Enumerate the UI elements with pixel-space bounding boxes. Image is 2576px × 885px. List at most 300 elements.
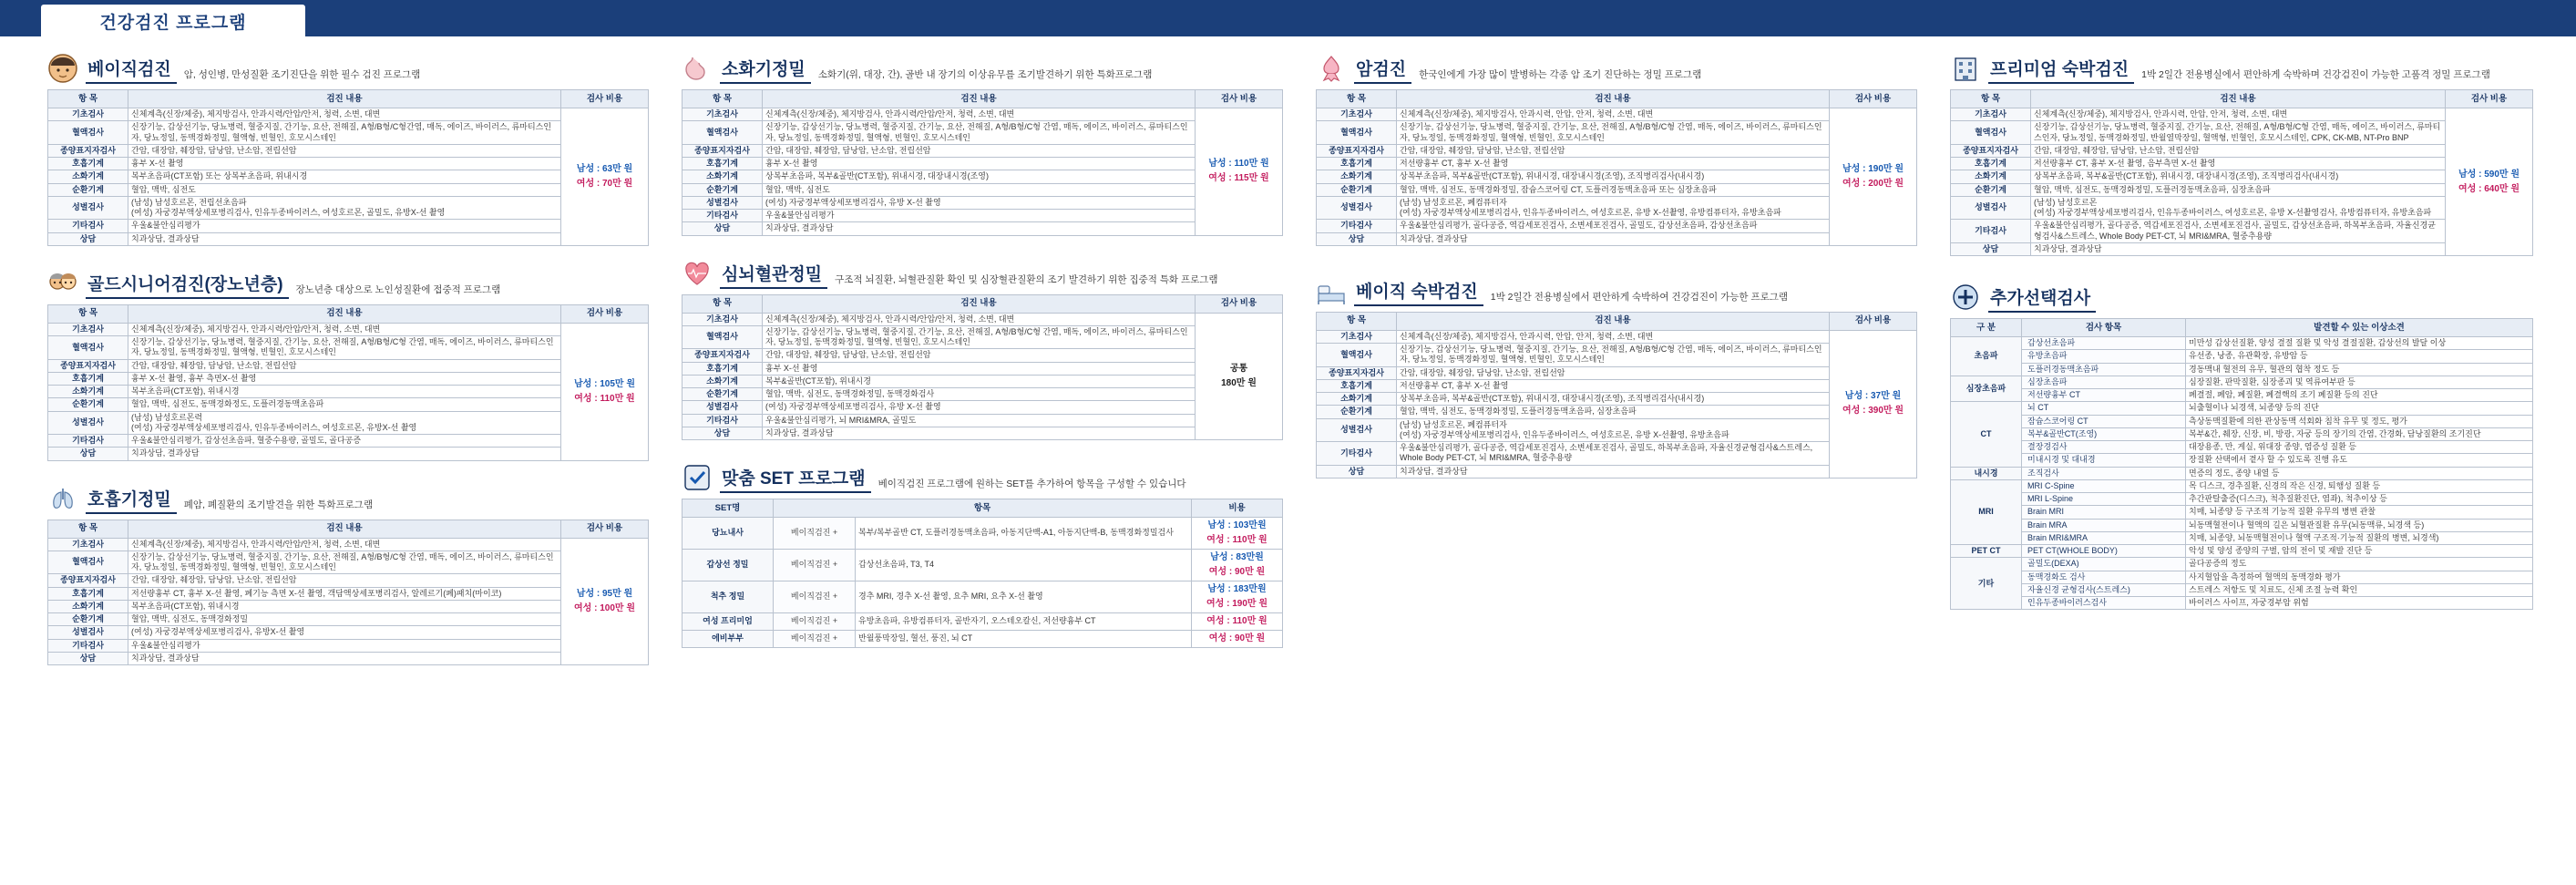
program-table <box>47 89 649 246</box>
exam-findings: 폐결절, 폐암, 폐질환, 폐결핵의 조기 폐질환 등의 진단 <box>2186 389 2533 402</box>
exam-name: 뇌 CT <box>2022 402 2186 415</box>
row-content: 혈압, 맥박, 심전도, 동맥경화정도, 도플러경동맥초음파 <box>128 398 561 411</box>
th-content: 검진 내용 <box>2031 90 2446 108</box>
exam-findings: 심장질환, 판막질환, 심장종괴 및 역류여부판 등 <box>2186 376 2533 388</box>
table-row <box>1951 479 2533 492</box>
table-row <box>1317 158 1917 170</box>
table-row <box>48 196 649 220</box>
section-desc: 폐암, 폐질환의 조기발견을 위한 특화프로그램 <box>183 499 374 510</box>
exam-findings: 면증의 정도, 종양 내열 등 <box>2186 467 2533 479</box>
table-row <box>48 372 649 385</box>
group-label: PET CT <box>1951 545 2022 558</box>
set-name: 척추 정밀 <box>682 581 774 613</box>
table-row <box>1317 393 1917 406</box>
section-title: 베이직검진 <box>86 56 177 84</box>
row-label: 기초검사 <box>1951 108 2031 121</box>
table-row <box>48 336 649 360</box>
tbody <box>48 108 649 246</box>
set-price <box>1192 631 1283 648</box>
table-row <box>48 232 649 245</box>
row-label: 기초검사 <box>1317 108 1397 121</box>
price-line: 남성 : 103만원 <box>1207 520 1267 530</box>
program-table <box>1316 89 1917 246</box>
section-header <box>47 53 649 84</box>
row-label: 호흡기계 <box>48 372 128 385</box>
exam-findings: 목 디스크, 경추질환, 신경의 작은 신경, 퇴행성 질환 등 <box>2186 479 2533 492</box>
row-label: 성별검사 <box>682 401 763 414</box>
exam-name: 잠슘스코어링 CT <box>2022 415 2186 427</box>
exam-findings: 바이러스 사이프, 자궁경부암 위험 <box>2186 597 2533 610</box>
row-label: 상담 <box>48 652 128 664</box>
check-mark-icon <box>682 462 713 493</box>
table-row <box>1951 583 2533 596</box>
row-content: 저선량흉부 CT, 흉부 X-선 촬영 <box>1397 158 1830 170</box>
table-row <box>48 600 649 612</box>
row-content: 신체계측(신장/체중), 체지방검사, 안과시력, 안압, 안저, 청력, 소변, 대변 <box>1397 330 1830 343</box>
exam-name: 미내시경 및 대내경 <box>2022 454 2186 467</box>
row-content: 흉부 X-선 촬영 <box>763 158 1196 170</box>
section-header <box>47 268 649 299</box>
price-cell <box>1196 108 1283 236</box>
table-row <box>1317 108 1917 121</box>
table-row <box>682 170 1283 183</box>
section-extra-checks <box>1950 282 2533 610</box>
row-label: 호흡기계 <box>48 158 128 170</box>
price-line: 남성 : 37만 원 <box>1844 391 1902 402</box>
exam-findings: 경동맥내 혈전의 유무, 혈관의 협착 정도 등 <box>2186 363 2533 376</box>
row-label: 기타검사 <box>1317 220 1397 232</box>
table-row <box>48 158 649 170</box>
section-title: 심뇌혈관정밀 <box>720 261 827 289</box>
th-set-name: SET명 <box>682 499 774 518</box>
row-content: 혈압, 맥박, 심전도, 동맥경화정밀, 동맥경화검사 <box>763 388 1196 401</box>
row-content: 복부&골반(CT포함), 위내시경 <box>763 375 1196 387</box>
table-row <box>48 386 649 398</box>
section-header <box>682 258 1283 289</box>
exam-name: 동맥경화도 검사 <box>2022 571 2186 583</box>
exam-name: MRI L-Spine <box>2022 493 2186 506</box>
exam-name: 결장경검사 <box>2022 441 2186 454</box>
row-content: 상복부초음파, 복부&골반(CT포함), 위내시경, 대장내시경(조영), 조직병리검사(내시경) <box>1397 170 1830 183</box>
exam-name: 도플러경동맥초음파 <box>2022 363 2186 376</box>
table-row <box>682 313 1283 325</box>
table-row <box>682 581 1283 613</box>
row-label: 상담 <box>1317 232 1397 245</box>
set-program-table <box>682 499 1283 648</box>
section-digestive <box>682 53 1283 236</box>
th-cost: 검사 비용 <box>1196 90 1283 108</box>
table-row <box>48 574 649 587</box>
row-content: 간암, 대장암, 췌장암, 담낭암, 난소암, 전립선암 <box>128 144 561 157</box>
table-row <box>682 121 1283 145</box>
row-label: 혈액검사 <box>48 121 128 145</box>
row-content: 신체계측(신장/체중), 체지방검사, 안과시력/안압/안저, 청력, 소변, 대변 <box>763 108 1196 121</box>
row-label: 종양표지자검사 <box>1317 144 1397 157</box>
section-title: 추가선택검사 <box>1988 284 2096 313</box>
row-content: 혈압, 맥박, 심전도, 동맥경화정밀, 도플러경동맥초음파, 심장초음파 <box>2031 183 2446 196</box>
row-content: (남성) 남성호르몬, 폐컴퓨터자 (여성) 자궁경부액상세포병리검사, 인유두종바이러스, 여성호르몬, 유방 X-선촬영, 유방초음파 <box>1397 418 1830 442</box>
table-row <box>48 220 649 232</box>
table-row <box>1951 545 2533 558</box>
table-row <box>48 183 649 196</box>
table-row <box>1951 467 2533 479</box>
set-items: 반월풍막장일, 혈선, 풍진, 뇌 CT <box>856 631 1192 648</box>
exam-findings: 대장용종, 만, 게실, 위대장 종양, 염증성 질환 등 <box>2186 441 2533 454</box>
program-table <box>1950 89 2533 256</box>
row-label: 기초검사 <box>1317 330 1397 343</box>
row-label: 종양표지자검사 <box>1951 144 2031 157</box>
table-row <box>1951 108 2533 121</box>
table-row <box>48 626 649 639</box>
row-content: 신체계측(신장/체중), 체지방검사, 안과시력, 안압, 안저, 청력, 소변, 대변 <box>1397 108 1830 121</box>
table-row <box>1317 330 1917 343</box>
row-content: 신장기능, 갑상선기능, 당뇨병력, 혈중지질, 간기능, 요산, 전해질, A형/B형/C형 간염, 매독, 에이즈, 바이러스, 류마티스인자, 당뇨정일, 동맥경화정밀, 혈액형, 빈혈인, 호모시스테인 <box>763 325 1196 349</box>
row-content: 신장기능, 갑상선기능, 당뇨병력, 혈중지질, 간기능, 요산, 전해질, A형/B형/C형 간염, 매독, 에이즈, 바이러스, 류마티스인자, 당뇨정일, 동맥경화정밀, 혈액형, 빈혈인, 호모시스테인 <box>128 336 561 360</box>
section-header <box>682 462 1283 493</box>
row-label: 종양표지자검사 <box>682 144 763 157</box>
row-content: (여성) 자궁경부액상세포병리검사, 유방 X-선 촬영 <box>763 401 1196 414</box>
table-row <box>1951 337 2533 350</box>
table-row <box>1951 363 2533 376</box>
price-cell <box>1830 330 1917 478</box>
extra-checks-table <box>1950 318 2533 610</box>
section-header <box>682 53 1283 84</box>
table-row <box>48 108 649 121</box>
row-content: 우울&불안심리평가, 골다공증, 역갑세포진검사, 소변세포진검사, 골밀도, 하복부초음파, 자율신경균형검사&스트레스, Whole Body PET-CT, 뇌 MRI&MRA, 혈중추용량 <box>1397 442 1830 466</box>
group-label: 기타 <box>1951 558 2022 610</box>
row-content: 저선량흉부 CT, 흉부 X-선 촬영 <box>1397 379 1830 392</box>
price-line: 공통 <box>1229 363 1248 374</box>
table-row <box>1951 506 2533 519</box>
column-1 <box>47 36 649 665</box>
row-content: 치과상담, 결과상담 <box>763 222 1196 235</box>
row-label: 상담 <box>48 232 128 245</box>
row-label: 소화기계 <box>48 386 128 398</box>
row-label: 성별검사 <box>48 411 128 435</box>
doctor-head-icon <box>47 53 78 84</box>
table-row <box>682 631 1283 648</box>
row-content: 간암, 대장암, 췌장암, 담낭암, 난소암, 전립선암 <box>1397 366 1830 379</box>
set-items: 복부/복부골반 CT, 도플러경동맥초음파, 아동지단백-A1, 아동지단백-B, 동맥경화정밀검사 <box>856 518 1192 550</box>
table-row <box>48 551 649 574</box>
row-label: 기초검사 <box>48 323 128 335</box>
row-content: 간암, 대장암, 췌장암, 담낭암, 난소암, 전립선암 <box>763 349 1196 362</box>
exam-name: 저선량흉부 CT <box>2022 389 2186 402</box>
row-content: 치과상담, 결과상담 <box>128 448 561 460</box>
set-price <box>1192 518 1283 550</box>
section-desc: 소화기(위, 대장, 간), 골반 내 장기의 이상유무를 조기발견하기 위한 특화프로그램 <box>817 69 1153 80</box>
set-price <box>1192 550 1283 581</box>
section-title: 암검진 <box>1354 56 1411 84</box>
price-line: 여성 : 110만 원 <box>1206 535 1267 545</box>
table-row <box>682 196 1283 209</box>
th-cost: 검사 비용 <box>1830 90 1917 108</box>
th-exam: 검사 항목 <box>2022 319 2186 337</box>
section-header <box>47 483 649 514</box>
th-cost: 검사 비용 <box>561 304 649 323</box>
section-desc: 1박 2일간 전용병실에서 편안하게 숙박하며 건강검진이 가능한 고품격 정밀 프로그램 <box>2141 69 2490 80</box>
table-row <box>682 388 1283 401</box>
exam-findings: 복부&간, 췌장, 신장, 비, 방광, 자궁 등의 장기의 간염, 간경화, 담낭질환의 조기진단 <box>2186 427 2533 440</box>
row-label: 순환기계 <box>48 398 128 411</box>
row-content: 신체계측(신장/체중), 체지방검사, 안과시력/안압/안저, 청력, 소변, 대변 <box>128 538 561 551</box>
set-name: 당뇨내사 <box>682 518 774 550</box>
row-content: 흉부 X-선 촬영, 흉부 측면X-선 촬영 <box>128 372 561 385</box>
row-label: 종양표지자검사 <box>48 359 128 372</box>
column-4 <box>1950 36 2533 610</box>
row-content: 상복부초음파, 복부&골반(CT포함), 위내시경, 대장내시경(조영) <box>763 170 1196 183</box>
row-label: 성별검사 <box>1951 196 2031 220</box>
row-label: 호흡기계 <box>1317 158 1397 170</box>
ribbon-icon <box>1316 53 1347 84</box>
row-label: 기초검사 <box>682 108 763 121</box>
row-label: 순환기계 <box>48 613 128 626</box>
exam-name: Brain MRI&MRA <box>2022 531 2186 544</box>
row-content: (남성) 남성호르몬력 (여성) 자궁경부액상세포병리검사, 인유두종바이러스, 여성호르몬, 유방X-선 촬영 <box>128 411 561 435</box>
row-label: 기타검사 <box>48 220 128 232</box>
price-line: 남성 : 63만 원 <box>576 163 633 174</box>
row-content: 우울&불안심리평가 <box>128 639 561 652</box>
table-row <box>1317 196 1917 220</box>
row-label: 호흡기계 <box>682 158 763 170</box>
table-row <box>1951 415 2533 427</box>
row-label: 성별검사 <box>48 626 128 639</box>
table-row <box>48 639 649 652</box>
table-row <box>682 183 1283 196</box>
th-item: 항 목 <box>48 520 128 538</box>
th-content: 검진 내용 <box>128 520 561 538</box>
table-row <box>48 587 649 600</box>
th-item: 항 목 <box>1951 90 2031 108</box>
th-item: 항 목 <box>682 294 763 313</box>
top-bar <box>0 0 2576 36</box>
row-label: 혈액검사 <box>1317 344 1397 367</box>
table-row <box>682 325 1283 349</box>
price-cell <box>2446 108 2533 256</box>
price-line: 여성 : 115만 원 <box>1208 173 1269 184</box>
price-line: 여성 : 90만 원 <box>1208 567 1266 577</box>
section-title: 소화기정밀 <box>720 56 811 84</box>
section-desc: 1박 2일간 전용병실에서 편안하게 숙박하여 건강검진이 가능한 프로그램 <box>1490 291 1789 303</box>
row-content: 상복부초음파, 복부&골반(CT포함), 위내시경, 대장내시경(조영), 조직병리검사(내시경) <box>2031 170 2446 183</box>
row-label: 혈액검사 <box>48 551 128 574</box>
th-cost: 검사 비용 <box>1196 294 1283 313</box>
section-header <box>1316 275 1917 306</box>
price-line: 남성 : 110만 원 <box>1208 159 1269 170</box>
exam-findings: 골다공증의 정도 <box>2186 558 2533 571</box>
row-label: 순환기계 <box>1951 183 2031 196</box>
row-label: 소화기계 <box>1951 170 2031 183</box>
tbody <box>682 108 1283 236</box>
price-line: 남성 : 183만원 <box>1207 584 1267 594</box>
table-row <box>1317 379 1917 392</box>
row-label: 기타검사 <box>1951 220 2031 243</box>
brochure-sheet <box>0 36 2576 885</box>
section-title: 베이직 숙박검진 <box>1354 278 1483 306</box>
row-content: 간암, 대장암, 췌장암, 담낭암, 난소암, 전립선암 <box>1397 144 1830 157</box>
table-row <box>682 108 1283 121</box>
row-label: 혈액검사 <box>48 336 128 360</box>
table-row <box>682 550 1283 581</box>
row-label: 혈액검사 <box>1951 121 2031 145</box>
row-label: 종양표지자검사 <box>48 574 128 587</box>
exam-name: 조직검사 <box>2022 467 2186 479</box>
section-desc: 구조적 뇌질환, 뇌혈관질환 확인 및 심장혈관질환의 조기 발견하기 위한 집중적 특화 프로그램 <box>835 273 1218 285</box>
price-line: 여성 : 70만 원 <box>576 178 633 189</box>
lung-icon <box>47 483 78 514</box>
th-set-items: 항목 <box>774 499 1192 518</box>
group-label: CT <box>1951 402 2022 467</box>
section-title: 골드시니어검진(장노년층) <box>86 271 289 299</box>
section-basic-checkup <box>47 53 649 246</box>
th-cost: 검사 비용 <box>561 520 649 538</box>
table-row <box>1951 402 2533 415</box>
th-item: 항 목 <box>1317 312 1397 330</box>
exam-findings: 뇌동맥혈전이나 혈액의 길은 뇌혈관질환 유무(뇌동맥류, 뇌경색 등) <box>2186 519 2533 531</box>
row-content: 상복부초음파, 복부&골반(CT포함), 위내시경, 대장내시경(조영), 조직병리검사(내시경) <box>1397 393 1830 406</box>
row-label: 소화기계 <box>1317 170 1397 183</box>
th-item: 항 목 <box>48 90 128 108</box>
section-cardio-cerebral <box>682 258 1283 441</box>
table-row <box>682 414 1283 427</box>
row-content: 저선량흉부 CT, 흉부 X-선 촬영, 폐기능 측면 X-선 촬영, 객담액상세포병리검사, 알레르기(폐)패치(마이코) <box>128 587 561 600</box>
price-line: 여성 : 640만 원 <box>2458 183 2520 194</box>
table-row <box>682 210 1283 222</box>
table-row <box>1951 493 2533 506</box>
table-row <box>48 652 649 664</box>
exam-name: 심장초음파 <box>2022 376 2186 388</box>
row-label: 상담 <box>682 222 763 235</box>
row-content: 신장기능, 갑상선기능, 당뇨병력, 혈중지질, 간기능, 요산, 전해질, A형/B형/C형 간염, 매독, 에이즈, 바이러스, 류마티스인자, 당뇨정일, 동맥경화정밀, 혈액형, 빈혈인, 호모시스테인 <box>128 551 561 574</box>
row-content: 혈압, 맥박, 심전도, 동맥경화정밀 <box>128 613 561 626</box>
row-content: 신장기능, 갑상선기능, 당뇨병력, 혈중지질, 간기능, 요산, 전해질, A형/B형/C형 간염, 매독, 에이즈, 바이러스, 류마티스인자, 당뇨정일, 동맥경화정밀, 혈액형, 빈혈인, 호모시스테인 <box>763 121 1196 145</box>
row-content: 신체계측(신장/체중), 체지방검사, 안과시력/안압/안저, 청력, 소변, 대변 <box>128 323 561 335</box>
row-label: 순환기계 <box>48 183 128 196</box>
set-name: 여성 프리미엄 <box>682 613 774 631</box>
section-title: 맞춤 SET 프로그램 <box>720 465 871 493</box>
set-base: 베이직검진 + <box>774 518 856 550</box>
table-row <box>48 448 649 460</box>
exam-findings: 사지혈압을 측정하여 혈액의 동맥경화 평가 <box>2186 571 2533 583</box>
table-row <box>48 359 649 372</box>
section-premium-stay <box>1950 53 2533 256</box>
plus-circle-icon <box>1950 282 1981 313</box>
row-label: 성별검사 <box>1317 196 1397 220</box>
heart-brain-icon <box>682 258 713 289</box>
row-label: 기타검사 <box>682 210 763 222</box>
price-cell <box>561 108 649 246</box>
program-table <box>47 520 649 666</box>
row-label: 기타검사 <box>48 435 128 448</box>
row-content: 치과상담, 결과상담 <box>763 427 1196 439</box>
row-content: 우울&불안심리평가, 뇌 MRI&MRA, 골밀도 <box>763 414 1196 427</box>
price-line: 여성 : 200만 원 <box>1842 178 1904 189</box>
program-table <box>682 89 1283 236</box>
exam-name: Brain MRA <box>2022 519 2186 531</box>
row-label: 기초검사 <box>682 313 763 325</box>
row-label: 종양표지자검사 <box>1317 366 1397 379</box>
section-golden-senior <box>47 268 649 461</box>
row-label: 종양표지자검사 <box>682 349 763 362</box>
price-cell <box>561 323 649 460</box>
price-line: 남성 : 590만 원 <box>2458 169 2520 180</box>
price-line: 여성 : 100만 원 <box>574 602 635 613</box>
row-label: 소화기계 <box>48 170 128 183</box>
tbody <box>1317 108 1917 246</box>
row-content: 간암, 대장암, 췌장암, 담낭암, 난소암, 전립선암 <box>128 574 561 587</box>
brand-tab[interactable]: 건강검진 프로그램 <box>40 4 306 37</box>
row-label: 소화기계 <box>1317 393 1397 406</box>
price-line: 남성 : 105만 원 <box>574 378 635 389</box>
senior-couple-icon <box>47 268 78 299</box>
table-row <box>1317 418 1917 442</box>
row-label: 호흡기계 <box>1317 379 1397 392</box>
row-label: 기타검사 <box>682 414 763 427</box>
exam-name: 갑상선초음파 <box>2022 337 2186 350</box>
row-content: 흉부 X-선 촬영 <box>128 158 561 170</box>
row-label: 호흡기계 <box>48 587 128 600</box>
th-group: 구 분 <box>1951 319 2022 337</box>
th-content: 검진 내용 <box>1397 312 1830 330</box>
row-content: 신체계측(신장/체중), 체지방검사, 안과시력/안압/안저, 청력, 소변, 대변 <box>128 108 561 121</box>
exam-findings: 치매, 뇌종양, 뇌동맥혈전이나 혈액 구조적·기능적 질환의 병변, 뇌경색) <box>2186 531 2533 544</box>
price-cell <box>1830 108 1917 246</box>
row-content: 간암, 대장암, 췌장암, 담낭암, 난소암, 전립선암 <box>2031 144 2446 157</box>
price-cell <box>561 538 649 665</box>
row-content: 우울&불안심리평가, 골다공증, 역갑세포진검사, 소변세포진검사, 골밀도, 갑상선초음파, 하복부초음파, 자율신경균형검사&스트레스, Whole Body PET-CT, 뇌 MRI&MRA, 혈중추용량 <box>2031 220 2446 243</box>
tbody <box>48 538 649 665</box>
th-item: 항 목 <box>682 90 763 108</box>
table-row <box>1951 427 2533 440</box>
table-row <box>48 144 649 157</box>
row-label: 성별검사 <box>48 196 128 220</box>
row-label: 순환기계 <box>682 388 763 401</box>
row-content: 치과상담, 결과상담 <box>128 652 561 664</box>
price-line: 남성 : 83만원 <box>1210 552 1264 562</box>
group-label: MRI <box>1951 479 2022 544</box>
row-content: 치과상담, 결과상담 <box>2031 242 2446 255</box>
exam-findings: 장질환 산택에서 곁사 할 수 있도록 진행 유도 <box>2186 454 2533 467</box>
row-content: 신장기능, 갑상선기능, 당뇨병력, 혈중지질, 간기능, 요산, 전해질, A형/B형/C형 간염, 매독, 에이즈, 바이러스, 류마티스인자, 당뇨정일, 동맥경화정밀, 반월열막장일, 혈액형, 빈혈인, 호모시스테인, CPK, CK-MB, NT-Pro BNP <box>2031 121 2446 145</box>
price-line: 여성 : 390만 원 <box>1842 406 1904 417</box>
row-content: 복부초음파(CT포함) 또는 상복부초음파, 위내시경 <box>128 170 561 183</box>
row-label: 순환기계 <box>682 183 763 196</box>
th-content: 검진 내용 <box>128 304 561 323</box>
set-name: 에비부부 <box>682 631 774 648</box>
set-base: 베이직검진 + <box>774 550 856 581</box>
section-header <box>1950 282 2533 313</box>
set-price <box>1192 613 1283 631</box>
tbody <box>1951 108 2533 256</box>
exam-name: 자율신경 균형검사(스트레스) <box>2022 583 2186 596</box>
set-items: 갑상선초음파, T3, T4 <box>856 550 1192 581</box>
th-cost: 검사 비용 <box>2446 90 2533 108</box>
row-label: 종양표지자검사 <box>48 144 128 157</box>
row-content: 흉부 X-선 촬영 <box>763 362 1196 375</box>
row-label: 기타검사 <box>48 639 128 652</box>
row-content: 저선량흉부 CT, 흉부 X-선 촬영, 음부측면 X-선 촬영 <box>2031 158 2446 170</box>
price-line: 여성 : 110만 원 <box>1206 616 1267 626</box>
column-2 <box>682 36 1283 648</box>
row-content: 신체계측(신장/체중), 체지방검사, 안과시력/안압/안저, 청력, 소변, 대변 <box>763 313 1196 325</box>
table-row <box>1951 558 2533 571</box>
price-line: 180만 원 <box>1221 377 1257 388</box>
table-row <box>682 427 1283 439</box>
row-label: 혈액검사 <box>682 121 763 145</box>
program-table <box>1316 312 1917 479</box>
table-row <box>48 121 649 145</box>
table-row <box>1951 519 2533 531</box>
